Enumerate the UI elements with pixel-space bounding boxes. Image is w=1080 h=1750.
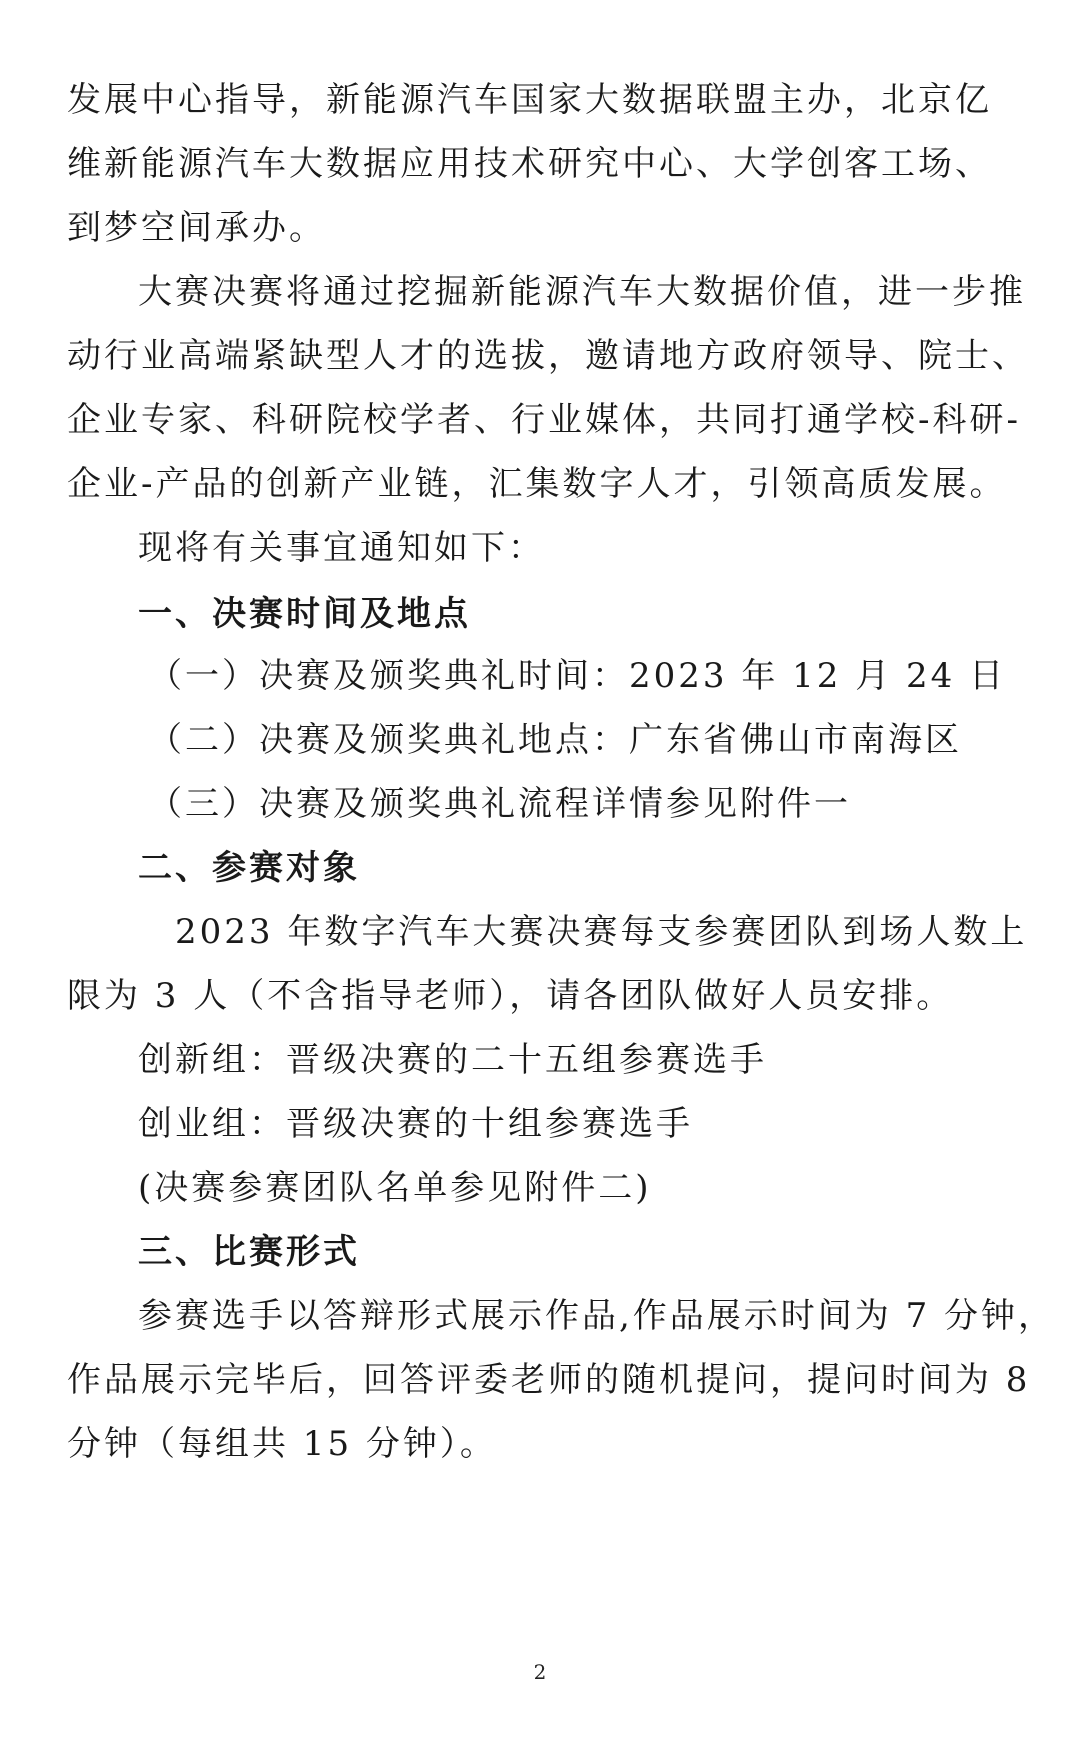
section3-para-line-1: 参赛选手以答辩形式展示作品,作品展示时间为 7 分钟， bbox=[138, 1296, 1056, 1336]
purpose-line-1: 大赛决赛将通过挖掘新能源汽车大数据价值，进一步推 bbox=[138, 272, 1026, 312]
group-innovation: 创新组：晋级决赛的二十五组参赛选手 bbox=[138, 1040, 767, 1080]
intro-line-3: 到梦空间承办。 bbox=[67, 208, 326, 248]
section3-para-line-3: 分钟（每组共 15 分钟）。 bbox=[67, 1424, 497, 1464]
section1-item-2: （二）决赛及颁奖典礼地点：广东省佛山市南海区 bbox=[148, 720, 962, 760]
section2-para-line-2: 限为 3 人（不含指导老师），请各团队做好人员安排。 bbox=[67, 976, 954, 1016]
purpose-line-2: 动行业高端紧缺型人才的选拔，邀请地方政府领导、院士、 bbox=[67, 336, 1029, 376]
section3-heading: 三、比赛形式 bbox=[138, 1232, 360, 1272]
section1-item-3: （三）决赛及颁奖典礼流程详情参见附件一 bbox=[148, 784, 851, 824]
notice-line: 现将有关事宜通知如下： bbox=[138, 528, 545, 568]
purpose-line-4: 企业-产品的创新产业链，汇集数字人才，引领高质发展。 bbox=[67, 464, 1007, 504]
page-number: 2 bbox=[533, 1660, 547, 1684]
purpose-line-3: 企业专家、科研院校学者、行业媒体，共同打通学校-科研- bbox=[67, 400, 1021, 440]
section2-para-line-1: 2023 年数字汽车大赛决赛每支参赛团队到场人数上 bbox=[175, 912, 1028, 952]
section1-heading: 一、决赛时间及地点 bbox=[138, 594, 471, 634]
intro-line-1: 发展中心指导，新能源汽车国家大数据联盟主办，北京亿 bbox=[67, 80, 992, 120]
section2-note: (决赛参赛团队名单参见附件二) bbox=[138, 1168, 652, 1208]
section3-para-line-2: 作品展示完毕后，回答评委老师的随机提问，提问时间为 8 bbox=[67, 1360, 1031, 1400]
group-startup: 创业组：晋级决赛的十组参赛选手 bbox=[138, 1104, 693, 1144]
intro-line-2: 维新能源汽车大数据应用技术研究中心、大学创客工场、 bbox=[67, 144, 992, 184]
section2-heading: 二、参赛对象 bbox=[138, 848, 360, 888]
section1-item-1: （一）决赛及颁奖典礼时间：2023 年 12 月 24 日 bbox=[148, 656, 1007, 696]
